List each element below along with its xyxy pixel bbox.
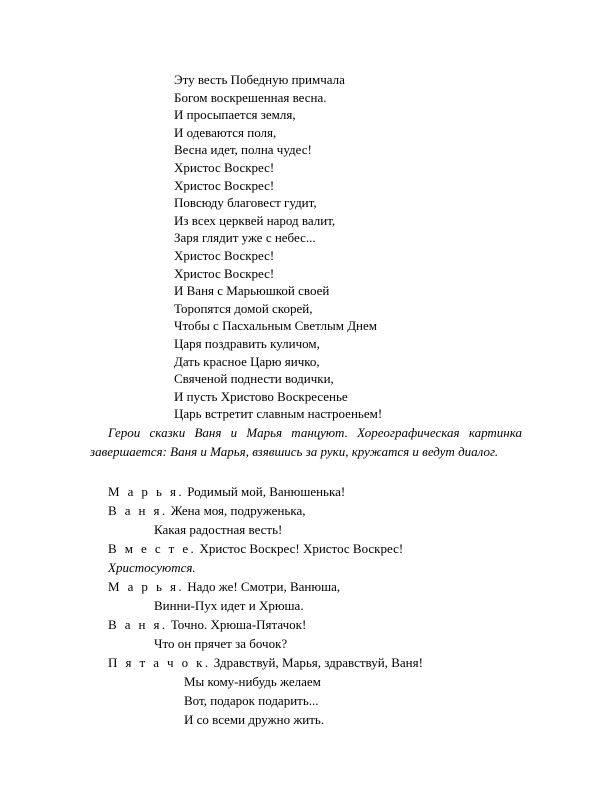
poem-line: Христос Воскрес!	[174, 177, 275, 193]
speech-continuation: И со всеми дружно жить.	[184, 712, 325, 727]
stage-direction-text: Герои сказки Ваня и Марья танцуют. Хореографическая картинка завершается: Ваня и Марья, взявшись за руки, кружатся и ведут диалог.	[90, 425, 522, 459]
speech-text: Родимый мой, Ванюшенька!	[187, 484, 346, 499]
stage-remark: Христосуются.	[108, 560, 196, 575]
dialogue-line	[108, 501, 528, 520]
stage-direction	[90, 423, 522, 461]
speech-text: Точно. Хрюша-Пятачок!	[170, 617, 307, 632]
dialogue-line	[108, 653, 528, 672]
speech-continuation: Вот, подарок подарить...	[184, 693, 319, 708]
poem-line: Эту весть Победную примчала	[174, 72, 345, 87]
speaker-name: М а р ь я.	[108, 579, 184, 594]
poem-line: Весна идет, полна чудес!	[174, 142, 312, 158]
poem-line: Повсюду благовест гудит,	[174, 195, 317, 211]
poem-line: И Ваня с Марьюшкой своей	[174, 283, 330, 299]
speech-text: Надо же! Смотри, Ванюша,	[187, 579, 341, 594]
dialogue	[108, 482, 528, 729]
poem-line: Дать красное Царю яичко,	[174, 353, 320, 369]
speech-continuation: Какая радостная весть!	[154, 522, 283, 537]
speech-continuation: Что он прячет за бочок?	[154, 636, 288, 651]
poem-stanza	[174, 71, 382, 423]
poem-line: Свяченой поднести водички,	[174, 371, 334, 387]
dialogue-line	[108, 615, 528, 634]
poem-line: И просыпается земля,	[174, 107, 296, 123]
poem-line: Богом воскрешенная весна.	[174, 89, 327, 105]
poem-line: Христос Воскрес!	[174, 247, 275, 263]
speech-continuation: Мы кому-нибудь желаем	[184, 674, 321, 689]
poem-line: Торопятся домой скорей,	[174, 300, 313, 316]
poem-line: Христос Воскрес!	[174, 265, 275, 281]
poem-line: Из всех церквей народ валит,	[174, 212, 336, 228]
speech-continuation: Винни-Пух идет и Хрюша.	[154, 598, 304, 613]
poem-line: Заря глядит уже с небес...	[174, 230, 316, 246]
speaker-name: В а н я.	[108, 617, 168, 632]
poem-line: Царь встретит славным настроеньем!	[174, 406, 383, 422]
poem-line: Царя поздравить куличом,	[174, 335, 320, 351]
speaker-name: П я т а ч о к.	[108, 655, 211, 670]
poem-line: И пусть Христово Воскресенье	[174, 388, 348, 404]
speaker-name: В м е с т е.	[108, 541, 197, 556]
speech-text: Христос Воскрес! Христос Воскрес!	[199, 541, 404, 556]
poem-line: И одеваются поля,	[174, 124, 277, 140]
dialogue-line	[108, 577, 528, 596]
dialogue-line	[108, 482, 528, 501]
speaker-name: М а р ь я.	[108, 484, 184, 499]
speech-text: Здравствуй, Марья, здравствуй, Ваня!	[213, 655, 423, 670]
speech-text: Жена моя, подруженька,	[170, 503, 306, 518]
dialogue-line	[108, 539, 528, 558]
poem-line: Христос Воскрес!	[174, 159, 275, 175]
poem-line: Чтобы с Пасхальным Светлым Днем	[174, 318, 378, 334]
speaker-name: В а н я.	[108, 503, 168, 518]
